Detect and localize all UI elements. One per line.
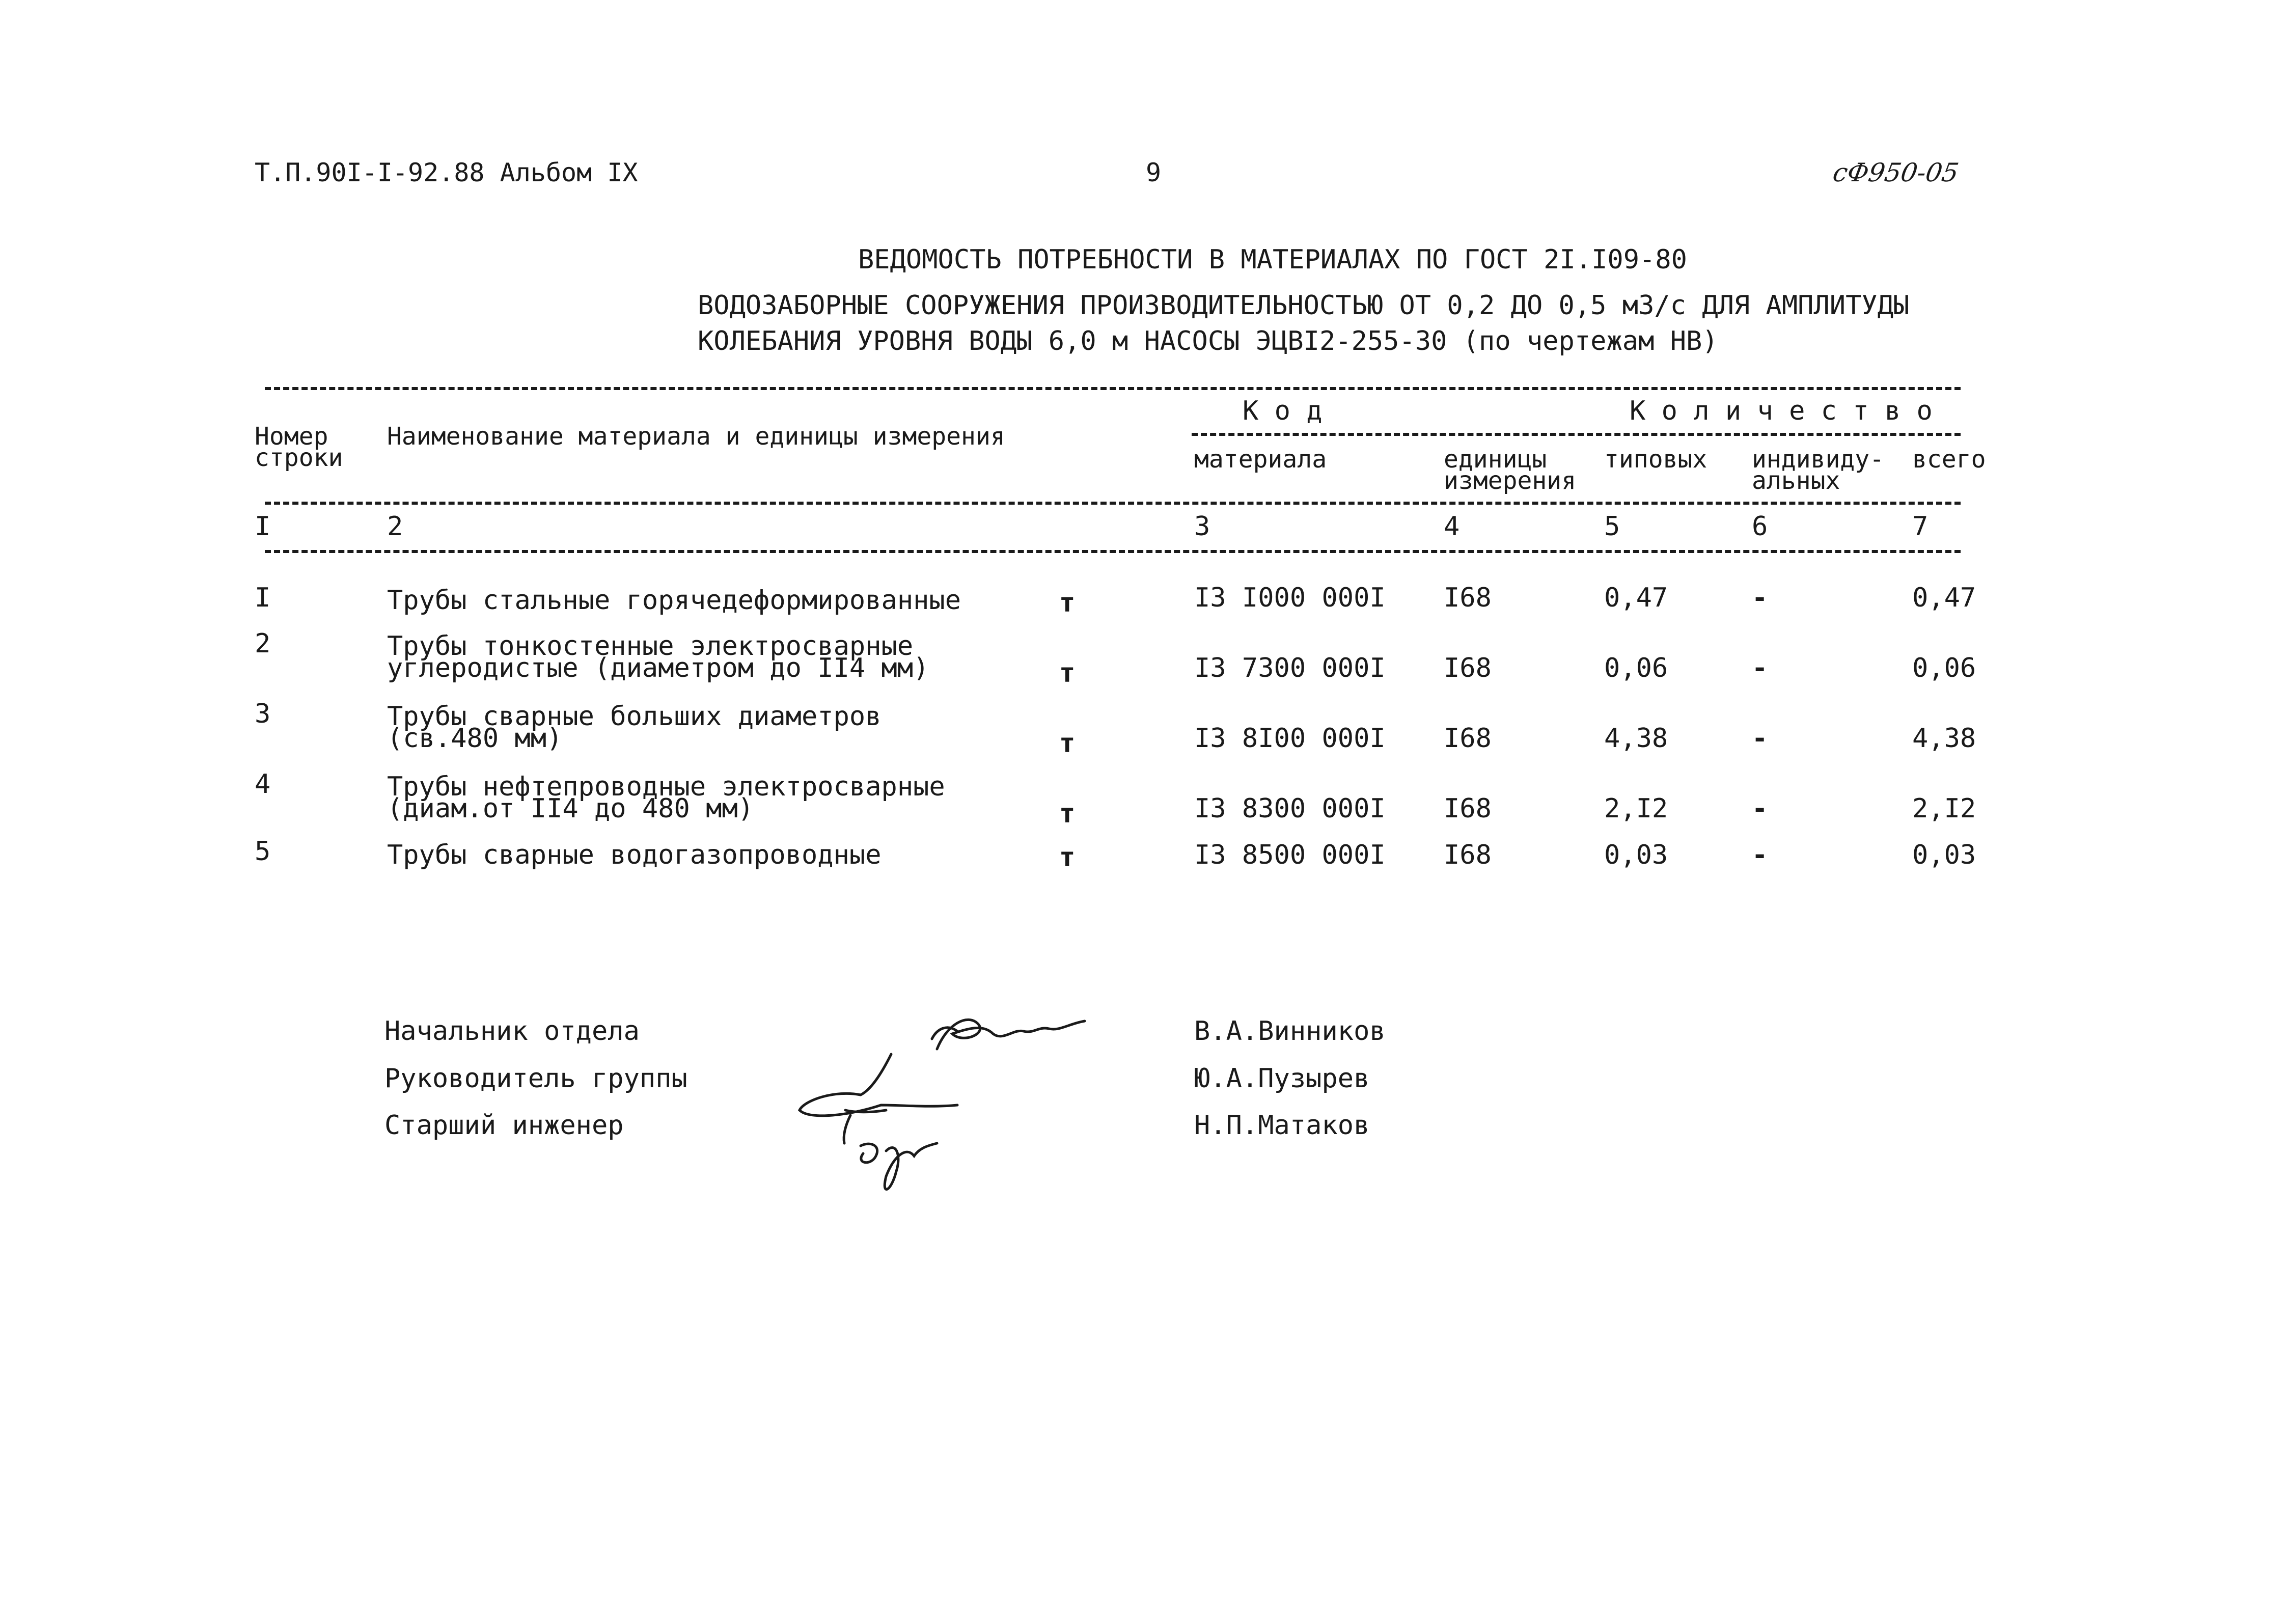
header-row-number-1: Номер bbox=[255, 422, 328, 451]
typical-qty: 4,38 bbox=[1604, 723, 1668, 754]
signature-name-head-of-department: В.А.Винников bbox=[1194, 1016, 1386, 1047]
unit-code: I68 bbox=[1444, 793, 1492, 824]
total-qty: 4,38 bbox=[1912, 723, 1976, 754]
unit-code: I68 bbox=[1444, 583, 1492, 613]
material-name-line1: Трубы нефтепроводные электросварные bbox=[387, 772, 945, 802]
header-row-number-2: строки bbox=[255, 444, 343, 472]
table-group-rule bbox=[1192, 433, 1961, 436]
col-number-5: 5 bbox=[1604, 511, 1620, 542]
group-header-code: К о д bbox=[1243, 396, 1323, 426]
signature-role-senior-engineer: Старший инженер bbox=[384, 1110, 624, 1141]
total-qty: 2,I2 bbox=[1912, 793, 1976, 824]
header-unit-2: измерения bbox=[1444, 466, 1577, 495]
signature-stroke-1 bbox=[937, 1020, 1085, 1049]
individual-qty: - bbox=[1752, 653, 1768, 683]
material-name-line1: Трубы тонкостенные электросварные bbox=[387, 631, 914, 662]
unit-code: I68 bbox=[1444, 723, 1492, 754]
material-name: Трубы стальные горячедеформированные bbox=[387, 585, 961, 616]
handwritten-signatures bbox=[784, 1003, 1131, 1207]
document-subtitle-line1: ВОДОЗАБОРНЫЕ СООРУЖЕНИЯ ПРОИЗВОДИТЕЛЬНОСТЬЮ ОТ 0,2 ДО 0,5 м3/с ДЛЯ АМПЛИТУДЫ bbox=[698, 290, 1910, 321]
unit: т bbox=[1059, 728, 1076, 759]
header-material-code: материала bbox=[1194, 445, 1327, 474]
typical-qty: 0,06 bbox=[1604, 653, 1668, 683]
header-material-name: Наименование материала и единицы измерения bbox=[387, 422, 1005, 451]
col-number-1: I bbox=[255, 511, 271, 542]
document-subtitle-line2: КОЛЕБАНИЯ УРОВНЯ ВОДЫ 6,0 м НАСОСЫ ЭЦВI2-255-30 (по чертежам НВ) bbox=[698, 326, 1718, 356]
table-numbers-rule bbox=[265, 550, 1961, 553]
unit: т bbox=[1059, 588, 1076, 618]
total-qty: 0,06 bbox=[1912, 653, 1976, 683]
header-total: всего bbox=[1912, 445, 1986, 474]
individual-qty: - bbox=[1752, 583, 1768, 613]
typical-qty: 0,47 bbox=[1604, 583, 1668, 613]
col-number-3: 3 bbox=[1194, 511, 1210, 542]
signature-role-head-of-department: Начальник отдела bbox=[384, 1016, 640, 1047]
individual-qty: - bbox=[1752, 840, 1768, 870]
typical-qty: 0,03 bbox=[1604, 840, 1668, 870]
unit-code: I68 bbox=[1444, 840, 1492, 870]
group-header-quantity: К о л и ч е с т в о bbox=[1630, 396, 1933, 426]
table-header-rule bbox=[265, 502, 1961, 505]
material-code: I3 7300 000I bbox=[1194, 653, 1386, 683]
signature-stroke-3 bbox=[800, 1054, 957, 1116]
individual-qty: - bbox=[1752, 723, 1768, 754]
signature-stroke-7 bbox=[885, 1143, 937, 1189]
material-name-line2: (св.480 мм) bbox=[387, 723, 563, 754]
signature-name-senior-engineer: Н.П.Матаков bbox=[1194, 1110, 1370, 1141]
unit: т bbox=[1059, 799, 1076, 829]
unit: т bbox=[1059, 842, 1076, 873]
header-individual-1: индивиду- bbox=[1752, 445, 1885, 474]
header-individual-2: альных bbox=[1752, 466, 1840, 495]
total-qty: 0,03 bbox=[1912, 840, 1976, 870]
row-number: 4 bbox=[255, 769, 271, 800]
col-number-6: 6 bbox=[1752, 511, 1768, 542]
material-code: I3 8300 000I bbox=[1194, 793, 1386, 824]
material-code: I3 8I00 000I bbox=[1194, 723, 1386, 754]
individual-qty: - bbox=[1752, 793, 1768, 824]
row-number: 5 bbox=[255, 836, 271, 867]
signature-stroke-6 bbox=[861, 1144, 877, 1163]
total-qty: 0,47 bbox=[1912, 583, 1976, 613]
col-number-2: 2 bbox=[387, 511, 403, 542]
col-number-7: 7 bbox=[1912, 511, 1929, 542]
material-name-line2: углеродистые (диаметром до II4 мм) bbox=[387, 653, 929, 683]
archive-stamp: сФ950-05 bbox=[1830, 158, 1961, 187]
unit-code: I68 bbox=[1444, 653, 1492, 683]
material-code: I3 I000 000I bbox=[1194, 583, 1386, 613]
material-name: Трубы сварные водогазопроводные bbox=[387, 840, 882, 870]
material-name-line1: Трубы сварные больших диаметров bbox=[387, 701, 882, 732]
material-name-line2: (диам.от II4 до 480 мм) bbox=[387, 793, 754, 824]
page-number: 9 bbox=[1146, 158, 1162, 187]
signature-role-group-leader: Руководитель группы bbox=[384, 1063, 687, 1094]
header-unit-1: единицы bbox=[1444, 445, 1547, 474]
signature-stroke-5 bbox=[844, 1115, 850, 1143]
document-reference: Т.П.90I-I-92.88 Альбом IX bbox=[255, 158, 638, 187]
typical-qty: 2,I2 bbox=[1604, 793, 1668, 824]
row-number: 2 bbox=[255, 628, 271, 659]
material-code: I3 8500 000I bbox=[1194, 840, 1386, 870]
row-number: 3 bbox=[255, 699, 271, 729]
row-number: I bbox=[255, 583, 271, 613]
col-number-4: 4 bbox=[1444, 511, 1460, 542]
header-typical: типовых bbox=[1604, 445, 1707, 474]
signature-name-group-leader: Ю.А.Пузырев bbox=[1194, 1063, 1370, 1094]
table-top-rule bbox=[265, 387, 1961, 390]
unit: т bbox=[1059, 658, 1076, 689]
document-title: ВЕДОМОСТЬ ПОТРЕБНОСТИ В МАТЕРИАЛАХ ПО ГОСТ 2I.I09-80 bbox=[858, 244, 1687, 275]
